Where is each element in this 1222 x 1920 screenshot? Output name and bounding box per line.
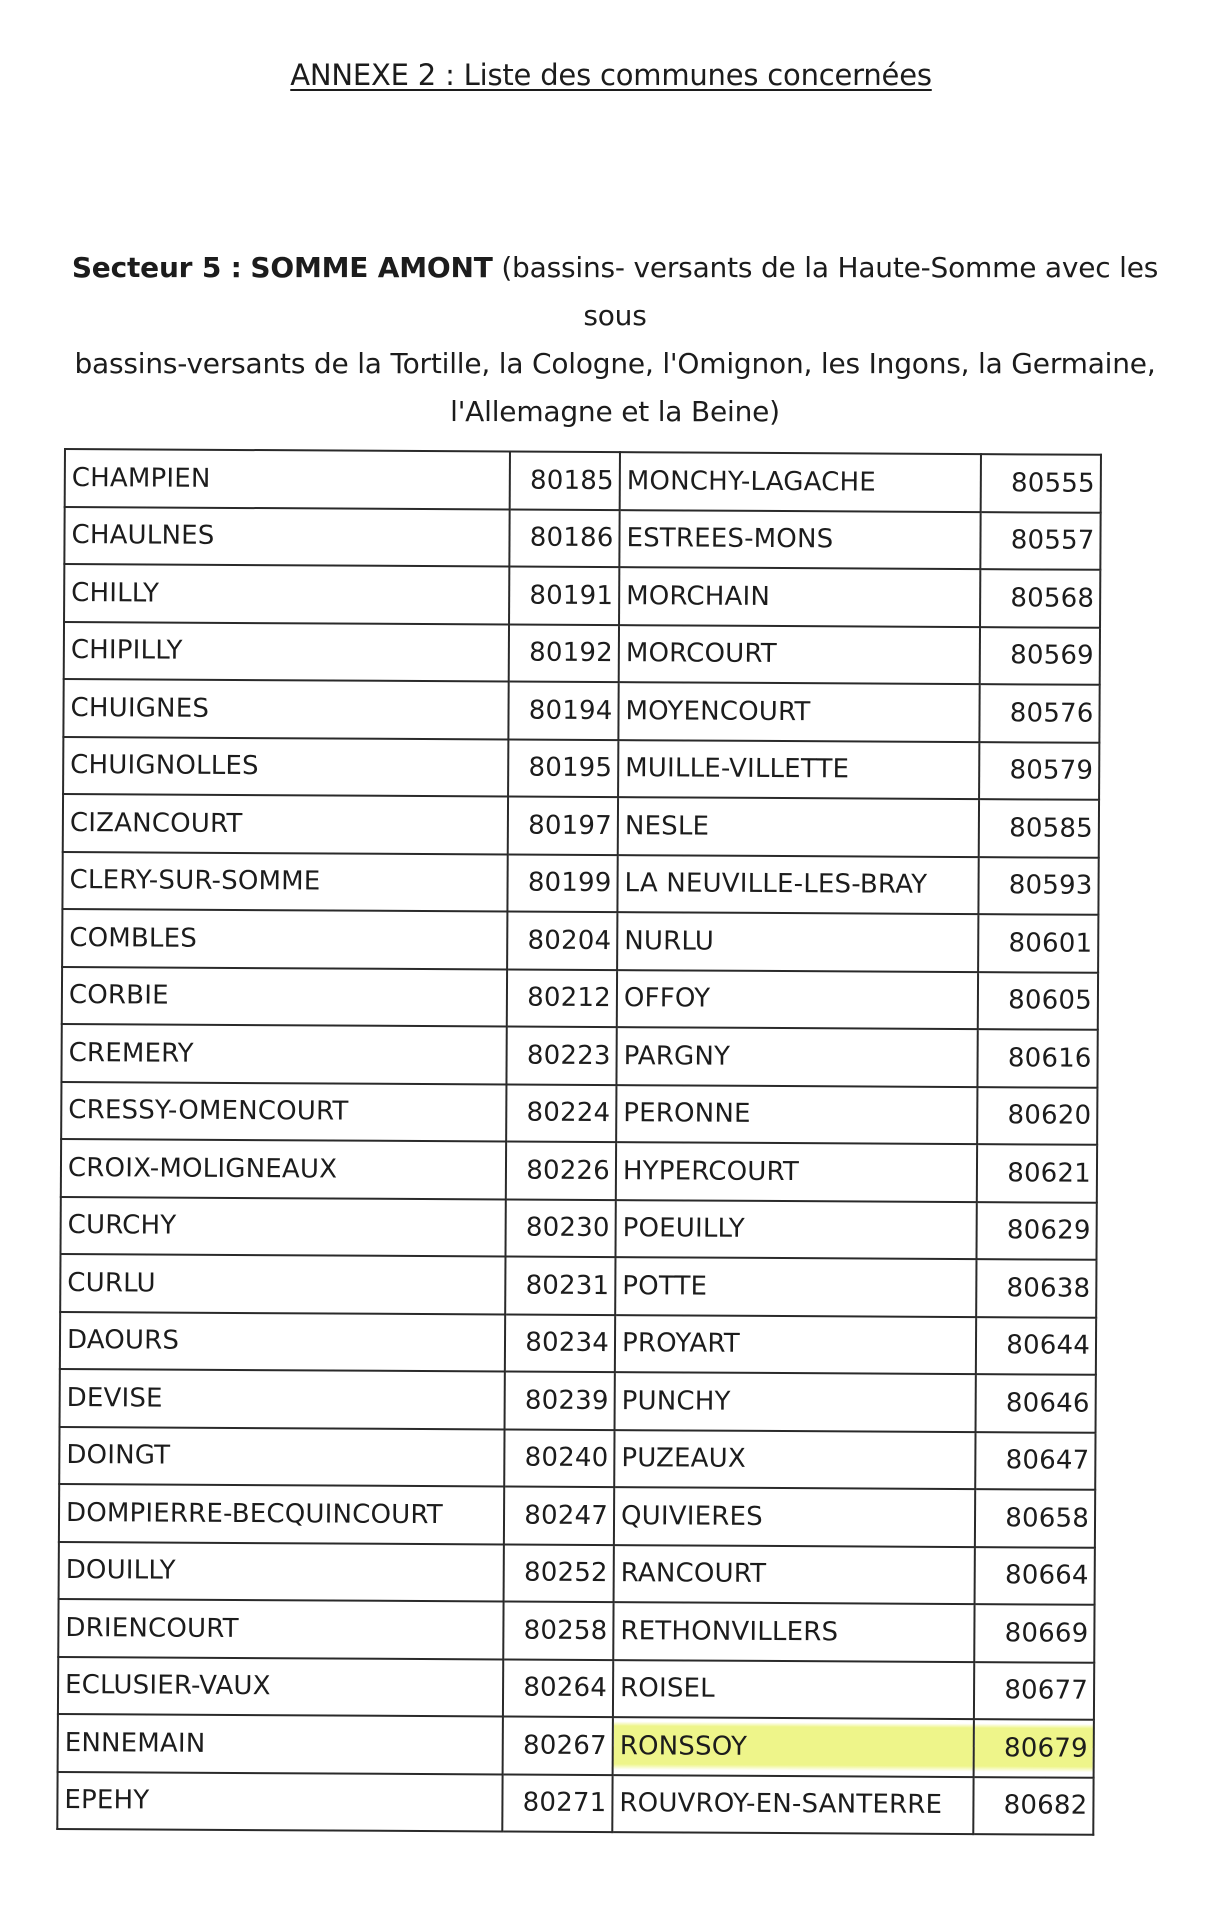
commune-name: ROUVROY-EN-SANTERRE — [612, 1775, 973, 1835]
commune-code: 80231 — [505, 1256, 615, 1314]
commune-code: 80267 — [503, 1716, 613, 1774]
table-row — [64, 507, 1100, 570]
commune-name: ECLUSIER-VAUX — [58, 1656, 503, 1716]
sector-heading — [60, 244, 1170, 436]
commune-name: RANCOURT — [614, 1545, 975, 1605]
commune-code: 80191 — [509, 566, 619, 624]
table-row — [61, 1139, 1097, 1202]
commune-name: POTTE — [615, 1257, 976, 1317]
commune-name: ESTREES-MONS — [619, 510, 980, 570]
commune-name: COMBLES — [62, 909, 507, 969]
table-row — [63, 737, 1099, 800]
commune-code: 80197 — [508, 796, 618, 854]
commune-code: 80677 — [974, 1662, 1094, 1720]
table-row — [62, 909, 1098, 972]
commune-code: 80616 — [977, 1029, 1097, 1087]
table-row — [61, 1081, 1097, 1144]
commune-code: 80601 — [978, 914, 1098, 972]
commune-code: 80569 — [980, 627, 1100, 685]
table-row — [64, 622, 1100, 685]
commune-code: 80646 — [976, 1374, 1096, 1432]
commune-code: 80585 — [979, 799, 1099, 857]
table-row — [63, 794, 1099, 857]
commune-name: CHAULNES — [64, 507, 509, 567]
commune-name: MORCHAIN — [619, 567, 980, 627]
commune-name: LA NEUVILLE-LES-BRAY — [617, 855, 978, 915]
commune-code: 80576 — [979, 684, 1099, 742]
commune-name: MOYENCOURT — [618, 682, 979, 742]
commune-code: 80682 — [973, 1777, 1093, 1835]
table-row — [65, 449, 1101, 512]
commune-name: PARGNY — [616, 1027, 977, 1087]
sector-name: SOMME AMONT — [250, 251, 493, 284]
commune-name: CLERY-SUR-SOMME — [62, 851, 507, 911]
commune-name: POEUILLY — [615, 1200, 976, 1260]
commune-name: QUIVIERES — [614, 1487, 975, 1547]
table-row — [62, 851, 1098, 914]
commune-name: DEVISE — [60, 1369, 505, 1429]
table-row — [64, 564, 1100, 627]
commune-name: DOMPIERRE-BECQUINCOURT — [59, 1484, 504, 1544]
commune-name: CURLU — [60, 1254, 505, 1314]
table-row — [59, 1541, 1095, 1604]
commune-name: ENNEMAIN — [58, 1714, 503, 1774]
commune-name: CHUIGNES — [63, 679, 508, 739]
commune-code: 80658 — [975, 1489, 1095, 1547]
commune-name: DAOURS — [60, 1311, 505, 1371]
commune-code: 80247 — [504, 1486, 614, 1544]
table-row — [59, 1426, 1095, 1489]
commune-name: CHAMPIEN — [65, 449, 510, 509]
commune-code: 80223 — [506, 1026, 616, 1084]
commune-name: MUILLE-VILLETTE — [618, 740, 979, 800]
commune-code: 80195 — [508, 739, 618, 797]
commune-code: 80258 — [503, 1601, 613, 1659]
sector-label: Secteur 5 : — [71, 251, 242, 284]
page-title: ANNEXE 2 : Liste des communes concernées — [290, 58, 932, 92]
commune-name: DOUILLY — [59, 1541, 504, 1601]
table-row — [58, 1599, 1094, 1662]
table-row — [60, 1254, 1096, 1317]
commune-code: 80568 — [980, 569, 1100, 627]
commune-name: NESLE — [618, 797, 979, 857]
commune-name: CHIPILLY — [64, 622, 509, 682]
commune-code: 80638 — [976, 1259, 1096, 1317]
commune-code: 80230 — [505, 1199, 615, 1257]
highlighted-commune-name: RONSSOY — [613, 1717, 974, 1777]
commune-code: 80605 — [978, 972, 1098, 1030]
commune-code: 80234 — [505, 1314, 615, 1372]
commune-name: MORCOURT — [619, 625, 980, 685]
commune-code: 80271 — [502, 1774, 612, 1832]
commune-code: 80647 — [975, 1432, 1095, 1490]
table-row — [60, 1369, 1096, 1432]
commune-name: MONCHY-LAGACHE — [620, 452, 981, 512]
commune-code: 80252 — [504, 1544, 614, 1602]
table-row — [62, 966, 1098, 1029]
commune-code: 80629 — [976, 1202, 1096, 1260]
commune-name: OFFOY — [617, 970, 978, 1030]
commune-name: CORBIE — [62, 966, 507, 1026]
commune-code: 80204 — [507, 911, 617, 969]
commune-name: PERONNE — [616, 1085, 977, 1145]
commune-code: 80579 — [979, 742, 1099, 800]
commune-name: DRIENCOURT — [58, 1599, 503, 1659]
commune-name: EPEHY — [57, 1771, 502, 1831]
sector-description-3: l'Allemagne et la Beine) — [450, 395, 780, 428]
commune-code: 80240 — [504, 1429, 614, 1487]
commune-code: 80555 — [981, 454, 1101, 512]
commune-name: PROYART — [615, 1315, 976, 1375]
commune-name: HYPERCOURT — [616, 1142, 977, 1202]
commune-name: CHILLY — [64, 564, 509, 624]
commune-name: NURLU — [617, 912, 978, 972]
commune-name: DOINGT — [59, 1426, 504, 1486]
table-row — [59, 1484, 1095, 1547]
communes-table — [56, 448, 1102, 1836]
commune-code: 80212 — [507, 969, 617, 1027]
commune-name: CREMERY — [61, 1024, 506, 1084]
commune-code: 80199 — [507, 854, 617, 912]
table-row-highlighted — [58, 1714, 1094, 1777]
commune-code: 80185 — [510, 451, 620, 509]
commune-code: 80644 — [976, 1317, 1096, 1375]
commune-name: PUNCHY — [615, 1372, 976, 1432]
communes-table-wrapper — [56, 448, 1100, 1836]
table-row — [57, 1771, 1093, 1834]
commune-code: 80664 — [975, 1547, 1095, 1605]
commune-name: CROIX-MOLIGNEAUX — [61, 1139, 506, 1199]
commune-code: 80620 — [977, 1087, 1097, 1145]
commune-name: CHUIGNOLLES — [63, 737, 508, 797]
commune-name: ROISEL — [613, 1660, 974, 1720]
table-row — [60, 1311, 1096, 1374]
table-row — [58, 1656, 1094, 1719]
commune-name: CURCHY — [60, 1196, 505, 1256]
commune-code: 80239 — [505, 1371, 615, 1429]
table-row — [61, 1024, 1097, 1087]
commune-code: 80621 — [977, 1144, 1097, 1202]
commune-code: 80224 — [506, 1084, 616, 1142]
commune-code: 80669 — [974, 1604, 1094, 1662]
commune-name: CRESSY-OMENCOURT — [61, 1081, 506, 1141]
commune-code: 80194 — [508, 681, 618, 739]
sector-description-2: bassins-versants de la Tortille, la Cologne, l'Omignon, les Ingons, la Germaine, — [74, 347, 1156, 380]
commune-code: 80557 — [980, 512, 1100, 570]
commune-code: 80593 — [978, 857, 1098, 915]
commune-code: 80192 — [509, 624, 619, 682]
table-row — [63, 679, 1099, 742]
commune-name: RETHONVILLERS — [613, 1602, 974, 1662]
table-row — [60, 1196, 1096, 1259]
highlighted-commune-code: 80679 — [974, 1719, 1094, 1777]
commune-name: CIZANCOURT — [63, 794, 508, 854]
commune-code: 80264 — [503, 1659, 613, 1717]
commune-code: 80226 — [506, 1141, 616, 1199]
sector-description-1: (bassins- versants de la Haute-Somme avec les sous — [501, 251, 1159, 332]
commune-code: 80186 — [509, 509, 619, 567]
commune-name: PUZEAUX — [614, 1430, 975, 1490]
